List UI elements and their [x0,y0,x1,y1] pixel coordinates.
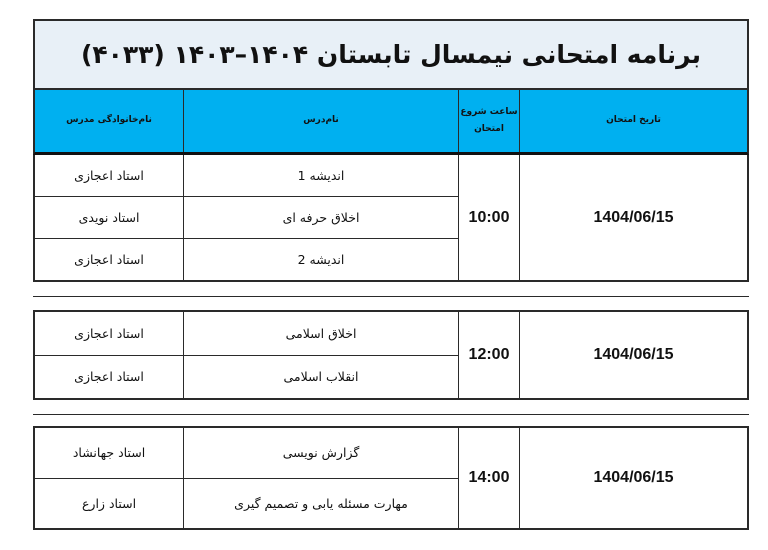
exam-time: 10:00 [458,155,519,280]
subject-cell: مهارت مسئله یابی و تصمیم گیری [234,495,408,511]
header-date: تاریخ امتحان [519,90,747,152]
teacher-cell: استاد اعجازی [74,252,144,267]
header-teacher: نام‌خانوادگی مدرس [66,115,152,126]
exam-date: 1404/06/15 [519,155,747,280]
teacher-cell: استاد جهانشاد [35,428,183,479]
subject-cell: اخلاق اسلامی [184,312,458,356]
header-subject: نام‌درس [183,90,458,152]
teacher-column [35,312,183,398]
exam-time: 12:00 [458,312,519,398]
subject-column [183,155,458,280]
teacher-column [35,155,183,280]
exam-date: 1404/06/15 [519,312,747,398]
teacher-cell: استاد اعجازی [74,369,144,385]
group-divider [33,296,749,297]
teacher-cell: استاد اعجازی [35,155,183,197]
header-time-line1: ساعت شروع [460,106,518,117]
teacher-column [35,428,183,528]
group-divider [33,414,749,415]
exam-group-1 [33,155,749,282]
exam-date: 1404/06/15 [519,428,747,528]
subject-column [183,428,458,528]
header-time-line2: امتحان [474,124,504,134]
exam-group-2 [33,310,749,400]
subject-cell: اخلاق حرفه ای [184,197,458,239]
table-header [33,88,749,155]
teacher-cell: استاد اعجازی [35,312,183,356]
header-time [458,90,519,152]
subject-cell: اندیشه 1 [184,155,458,197]
page-title: برنامه امتحانی نیمسال تابستان ۱۴۰۴–۱۴۰۳ (۴۰۳۳) [33,19,749,88]
exam-group-3 [33,426,749,530]
exam-time: 14:00 [458,428,519,528]
subject-column [183,312,458,398]
subject-cell: اندیشه 2 [297,252,345,267]
teacher-cell: استاد زارع [81,495,137,511]
subject-cell: گزارش نویسی [184,428,458,479]
subject-cell: انقلاب اسلامی [283,369,359,385]
teacher-cell: استاد نویدی [35,197,183,239]
